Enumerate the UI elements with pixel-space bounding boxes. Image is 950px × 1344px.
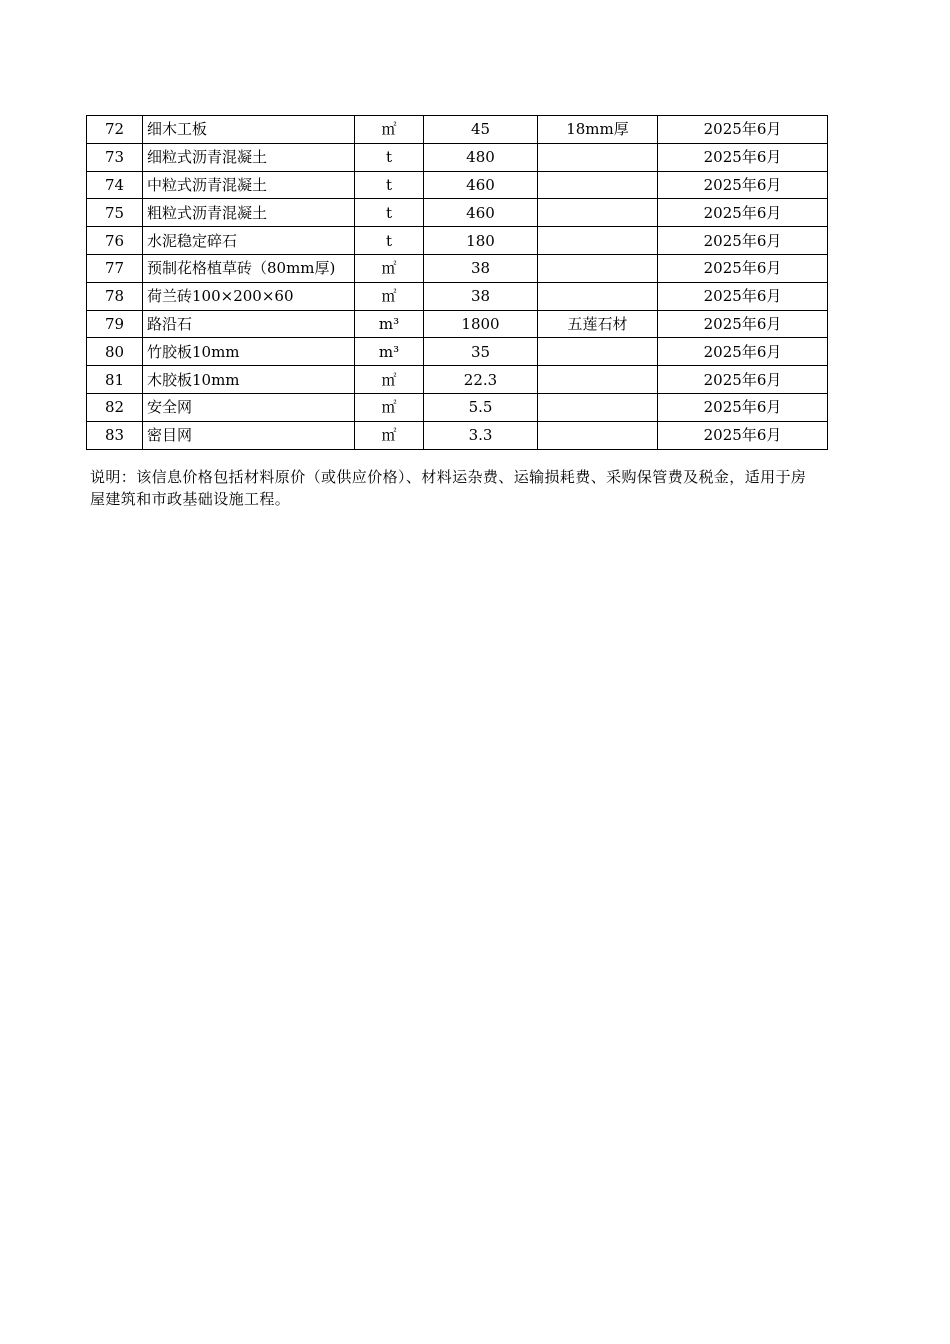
cell-price: 45 <box>424 116 538 144</box>
cell-date: 2025年6月 <box>658 254 828 282</box>
table-row <box>87 143 828 171</box>
cell-name: 预制花格植草砖（80mm厚) <box>143 254 355 282</box>
table-row <box>87 393 828 421</box>
cell-no: 76 <box>87 227 143 255</box>
table-row <box>87 366 828 394</box>
cell-price: 3.3 <box>424 421 538 449</box>
cell-name: 安全网 <box>143 393 355 421</box>
cell-note <box>538 171 658 199</box>
table-row <box>87 199 828 227</box>
cell-price: 1800 <box>424 310 538 338</box>
cell-note: 18mm厚 <box>538 116 658 144</box>
cell-note <box>538 254 658 282</box>
cell-no: 75 <box>87 199 143 227</box>
cell-note <box>538 143 658 171</box>
cell-price: 480 <box>424 143 538 171</box>
cell-no: 78 <box>87 282 143 310</box>
table-row <box>87 338 828 366</box>
table-row <box>87 227 828 255</box>
cell-price: 38 <box>424 282 538 310</box>
cell-unit: t <box>355 199 424 227</box>
footnote: 说明：该信息价格包括材料原价（或供应价格）、材料运杂费、运输损耗费、采购保管费及税金，适用于房屋建筑和市政基础设施工程。 <box>90 468 807 508</box>
cell-price: 5.5 <box>424 393 538 421</box>
cell-date: 2025年6月 <box>658 116 828 144</box>
cell-price: 35 <box>424 338 538 366</box>
cell-name: 细粒式沥青混凝土 <box>143 143 355 171</box>
cell-price: 460 <box>424 199 538 227</box>
cell-no: 79 <box>87 310 143 338</box>
cell-price: 460 <box>424 171 538 199</box>
cell-note <box>538 366 658 394</box>
cell-date: 2025年6月 <box>658 366 828 394</box>
table-row <box>87 421 828 449</box>
cell-note: 五莲石材 <box>538 310 658 338</box>
cell-no: 81 <box>87 366 143 394</box>
cell-note <box>538 393 658 421</box>
cell-no: 82 <box>87 393 143 421</box>
cell-date: 2025年6月 <box>658 227 828 255</box>
cell-note <box>538 227 658 255</box>
cell-note <box>538 338 658 366</box>
cell-name: 水泥稳定碎石 <box>143 227 355 255</box>
cell-date: 2025年6月 <box>658 310 828 338</box>
cell-unit: ㎡ <box>355 366 424 394</box>
cell-date: 2025年6月 <box>658 282 828 310</box>
table-row <box>87 282 828 310</box>
cell-unit: ㎡ <box>355 393 424 421</box>
cell-price: 38 <box>424 254 538 282</box>
cell-date: 2025年6月 <box>658 338 828 366</box>
price-table <box>86 115 828 450</box>
cell-note <box>538 199 658 227</box>
cell-price: 22.3 <box>424 366 538 394</box>
cell-unit: t <box>355 143 424 171</box>
table-row <box>87 254 828 282</box>
cell-name: 路沿石 <box>143 310 355 338</box>
table-row <box>87 116 828 144</box>
cell-unit: m³ <box>355 338 424 366</box>
cell-no: 72 <box>87 116 143 144</box>
cell-name: 密目网 <box>143 421 355 449</box>
cell-unit: ㎡ <box>355 282 424 310</box>
cell-unit: ㎡ <box>355 116 424 144</box>
cell-date: 2025年6月 <box>658 421 828 449</box>
cell-price: 180 <box>424 227 538 255</box>
cell-date: 2025年6月 <box>658 393 828 421</box>
cell-no: 74 <box>87 171 143 199</box>
cell-no: 73 <box>87 143 143 171</box>
cell-no: 80 <box>87 338 143 366</box>
cell-name: 木胶板10mm <box>143 366 355 394</box>
cell-note <box>538 421 658 449</box>
cell-unit: m³ <box>355 310 424 338</box>
cell-name: 荷兰砖100×200×60 <box>143 282 355 310</box>
cell-no: 83 <box>87 421 143 449</box>
cell-date: 2025年6月 <box>658 143 828 171</box>
cell-note <box>538 282 658 310</box>
cell-unit: ㎡ <box>355 421 424 449</box>
table-row <box>87 171 828 199</box>
cell-name: 中粒式沥青混凝土 <box>143 171 355 199</box>
table-row <box>87 310 828 338</box>
cell-unit: t <box>355 171 424 199</box>
cell-unit: t <box>355 227 424 255</box>
cell-unit: ㎡ <box>355 254 424 282</box>
cell-name: 细木工板 <box>143 116 355 144</box>
cell-name: 竹胶板10mm <box>143 338 355 366</box>
cell-name: 粗粒式沥青混凝土 <box>143 199 355 227</box>
cell-no: 77 <box>87 254 143 282</box>
cell-date: 2025年6月 <box>658 171 828 199</box>
price-table-body <box>87 116 828 450</box>
cell-date: 2025年6月 <box>658 199 828 227</box>
